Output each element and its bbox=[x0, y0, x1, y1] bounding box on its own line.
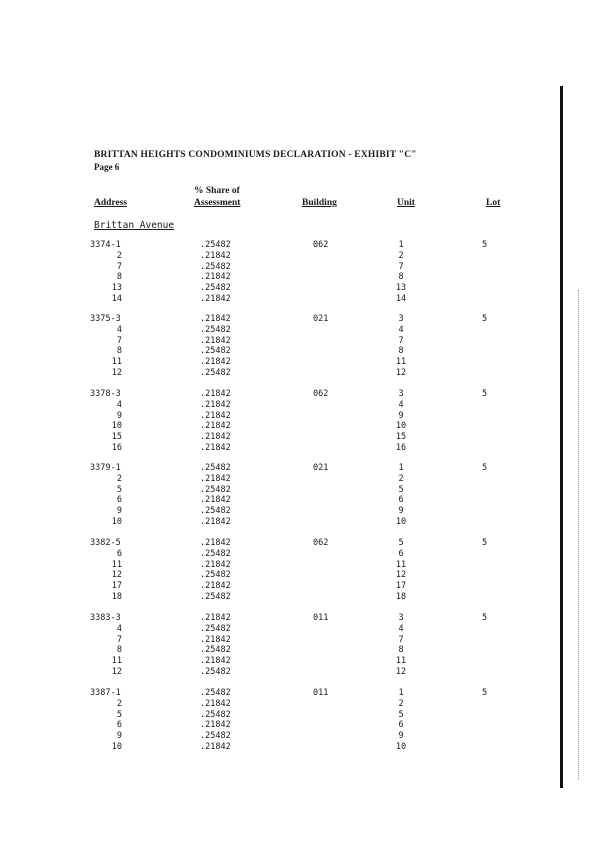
unit-cell: 5 bbox=[398, 538, 404, 548]
share-cell: .21842 bbox=[200, 473, 231, 484]
address-cell: 6 bbox=[116, 495, 122, 506]
building-cell: 011 bbox=[313, 613, 329, 623]
unit-cell: 8 bbox=[398, 645, 404, 656]
address-cell: 18 bbox=[111, 592, 122, 602]
address-cell: 13 bbox=[111, 283, 122, 294]
share-cell: .21842 bbox=[200, 250, 231, 261]
unit-cell: 11 bbox=[395, 559, 407, 570]
address-cell: 4 bbox=[116, 324, 122, 335]
unit-cell: 15 bbox=[395, 432, 407, 443]
share-cell: .21842 bbox=[200, 613, 231, 623]
share-cell: .25482 bbox=[200, 731, 231, 742]
unit-cell: 12 bbox=[395, 667, 407, 677]
share-cell: .21842 bbox=[200, 294, 231, 304]
share-cell: .25482 bbox=[200, 623, 231, 634]
unit-cell: 13 bbox=[395, 283, 407, 294]
building-cell: 062 bbox=[313, 538, 329, 548]
lot-cell: 5 bbox=[482, 688, 488, 698]
share-cell: .25482 bbox=[200, 324, 231, 335]
address-cell: 2 bbox=[116, 250, 122, 261]
share-cell: .21842 bbox=[200, 389, 231, 399]
share-cell: .21842 bbox=[200, 634, 231, 645]
unit-cell: 18 bbox=[395, 592, 407, 602]
unit-cell: 1 bbox=[398, 240, 404, 250]
share-cell: .25482 bbox=[200, 570, 231, 581]
header-unit: Unit bbox=[397, 198, 415, 208]
building-cell: 021 bbox=[313, 463, 329, 473]
address-cell: 7 bbox=[116, 335, 122, 346]
address-cell: 8 bbox=[116, 272, 122, 283]
share-cell: .25482 bbox=[200, 709, 231, 720]
building-cell: 011 bbox=[313, 688, 329, 698]
unit-cell: 2 bbox=[398, 698, 404, 709]
address-cell: 7 bbox=[116, 634, 122, 645]
address-cell: 8 bbox=[116, 346, 122, 357]
share-cell: .21842 bbox=[200, 581, 231, 592]
share-cell: .21842 bbox=[200, 335, 231, 346]
share-cell: .21842 bbox=[200, 559, 231, 570]
share-cell: .25482 bbox=[200, 463, 231, 473]
share-cell: .25482 bbox=[200, 240, 231, 250]
address-cell: 12 bbox=[111, 667, 122, 677]
lot-cell: 5 bbox=[482, 538, 488, 548]
unit-cell: 8 bbox=[398, 346, 404, 357]
unit-cell: 5 bbox=[398, 484, 404, 495]
header-address: Address bbox=[94, 198, 128, 208]
address-cell: 12 bbox=[111, 368, 122, 378]
address-cell: 15 bbox=[111, 432, 122, 443]
unit-cell: 11 bbox=[395, 357, 407, 368]
lot-cell: 5 bbox=[482, 314, 488, 324]
scan-edge-marks bbox=[578, 290, 579, 780]
lot-cell: 5 bbox=[482, 240, 488, 250]
share-cell: .21842 bbox=[200, 443, 231, 453]
address-cell: 3387-1 bbox=[90, 688, 121, 698]
unit-cell: 4 bbox=[398, 623, 404, 634]
address-cell: 10 bbox=[111, 742, 122, 752]
unit-cell: 6 bbox=[398, 548, 404, 559]
address-cell: 2 bbox=[116, 698, 122, 709]
unit-cell: 6 bbox=[398, 720, 404, 731]
unit-cell: 5 bbox=[398, 709, 404, 720]
unit-cell: 3 bbox=[398, 314, 404, 324]
lot-cell: 5 bbox=[482, 389, 488, 399]
unit-cell: 14 bbox=[395, 294, 407, 304]
unit-cell: 17 bbox=[395, 581, 407, 592]
share-cell: .21842 bbox=[200, 495, 231, 506]
address-cell: 2 bbox=[116, 473, 122, 484]
share-cell: .25482 bbox=[200, 506, 231, 517]
share-cell: .25482 bbox=[200, 261, 231, 272]
page-number: Page 6 bbox=[94, 162, 120, 172]
address-cell: 11 bbox=[111, 357, 122, 368]
share-cell: .21842 bbox=[200, 357, 231, 368]
unit-cell: 10 bbox=[395, 517, 407, 527]
address-cell: 7 bbox=[116, 261, 122, 272]
address-cell: 10 bbox=[111, 421, 122, 432]
share-cell: .21842 bbox=[200, 399, 231, 410]
unit-cell: 11 bbox=[395, 656, 407, 667]
unit-cell: 9 bbox=[398, 410, 404, 421]
unit-cell: 12 bbox=[395, 368, 407, 378]
address-cell: 3383-3 bbox=[90, 613, 121, 623]
unit-cell: 2 bbox=[398, 473, 404, 484]
unit-cell: 1 bbox=[398, 463, 404, 473]
share-cell: .25482 bbox=[200, 346, 231, 357]
share-cell: .25482 bbox=[200, 645, 231, 656]
address-cell: 11 bbox=[111, 656, 122, 667]
unit-cell: 16 bbox=[395, 443, 407, 453]
lot-cell: 5 bbox=[482, 613, 488, 623]
address-cell: 4 bbox=[116, 623, 122, 634]
address-cell: 5 bbox=[116, 484, 122, 495]
unit-cell: 4 bbox=[398, 399, 404, 410]
address-cell: 11 bbox=[111, 559, 122, 570]
unit-cell: 2 bbox=[398, 250, 404, 261]
share-cell: .21842 bbox=[200, 421, 231, 432]
lot-cell: 5 bbox=[482, 463, 488, 473]
unit-cell: 7 bbox=[398, 335, 404, 346]
unit-cell: 10 bbox=[395, 742, 407, 752]
unit-cell: 6 bbox=[398, 495, 404, 506]
share-cell: .25482 bbox=[200, 548, 231, 559]
address-cell: 16 bbox=[111, 443, 122, 453]
address-cell: 6 bbox=[116, 720, 122, 731]
share-cell: .21842 bbox=[200, 272, 231, 283]
share-cell: .21842 bbox=[200, 698, 231, 709]
unit-cell: 9 bbox=[398, 506, 404, 517]
share-cell: .25482 bbox=[200, 667, 231, 677]
unit-cell: 1 bbox=[398, 688, 404, 698]
share-cell: .25482 bbox=[200, 283, 231, 294]
unit-cell: 4 bbox=[398, 324, 404, 335]
address-cell: 17 bbox=[111, 581, 122, 592]
address-cell: 3378-3 bbox=[90, 389, 121, 399]
building-cell: 062 bbox=[313, 240, 329, 250]
share-cell: .21842 bbox=[200, 314, 231, 324]
page-edge-line bbox=[560, 86, 563, 788]
address-cell: 3379-1 bbox=[90, 463, 121, 473]
address-cell: 14 bbox=[111, 294, 122, 304]
header-lot: Lot bbox=[486, 198, 501, 208]
building-cell: 021 bbox=[313, 314, 329, 324]
share-cell: .21842 bbox=[200, 410, 231, 421]
share-cell: .21842 bbox=[200, 517, 231, 527]
address-cell: 12 bbox=[111, 570, 122, 581]
unit-cell: 7 bbox=[398, 634, 404, 645]
address-cell: 9 bbox=[116, 506, 122, 517]
address-cell: 9 bbox=[116, 731, 122, 742]
share-cell: .25482 bbox=[200, 592, 231, 602]
address-cell: 6 bbox=[116, 548, 122, 559]
share-cell: .21842 bbox=[200, 538, 231, 548]
address-cell: 4 bbox=[116, 399, 122, 410]
address-cell: 3375-3 bbox=[90, 314, 121, 324]
header-share-line1: % Share of bbox=[194, 186, 240, 196]
document-title: BRITTAN HEIGHTS CONDOMINIUMS DECLARATION - EXHIBIT "C" bbox=[94, 150, 417, 160]
share-cell: .25482 bbox=[200, 368, 231, 378]
unit-cell: 3 bbox=[398, 389, 404, 399]
share-cell: .25482 bbox=[200, 484, 231, 495]
unit-cell: 8 bbox=[398, 272, 404, 283]
share-cell: .25482 bbox=[200, 688, 231, 698]
address-cell: 8 bbox=[116, 645, 122, 656]
building-cell: 062 bbox=[313, 389, 329, 399]
address-cell: 5 bbox=[116, 709, 122, 720]
unit-cell: 3 bbox=[398, 613, 404, 623]
street-name: Brittan Avenue bbox=[94, 220, 175, 231]
unit-cell: 12 bbox=[395, 570, 407, 581]
address-cell: 9 bbox=[116, 410, 122, 421]
address-cell: 3382-5 bbox=[90, 538, 121, 548]
header-building: Building bbox=[302, 198, 337, 208]
share-cell: .21842 bbox=[200, 742, 231, 752]
unit-cell: 10 bbox=[395, 421, 407, 432]
header-share-line2: Assessment bbox=[194, 198, 241, 208]
unit-cell: 7 bbox=[398, 261, 404, 272]
address-cell: 10 bbox=[111, 517, 122, 527]
share-cell: .21842 bbox=[200, 656, 231, 667]
share-cell: .21842 bbox=[200, 432, 231, 443]
address-cell: 3374-1 bbox=[90, 240, 121, 250]
unit-cell: 9 bbox=[398, 731, 404, 742]
share-cell: .21842 bbox=[200, 720, 231, 731]
